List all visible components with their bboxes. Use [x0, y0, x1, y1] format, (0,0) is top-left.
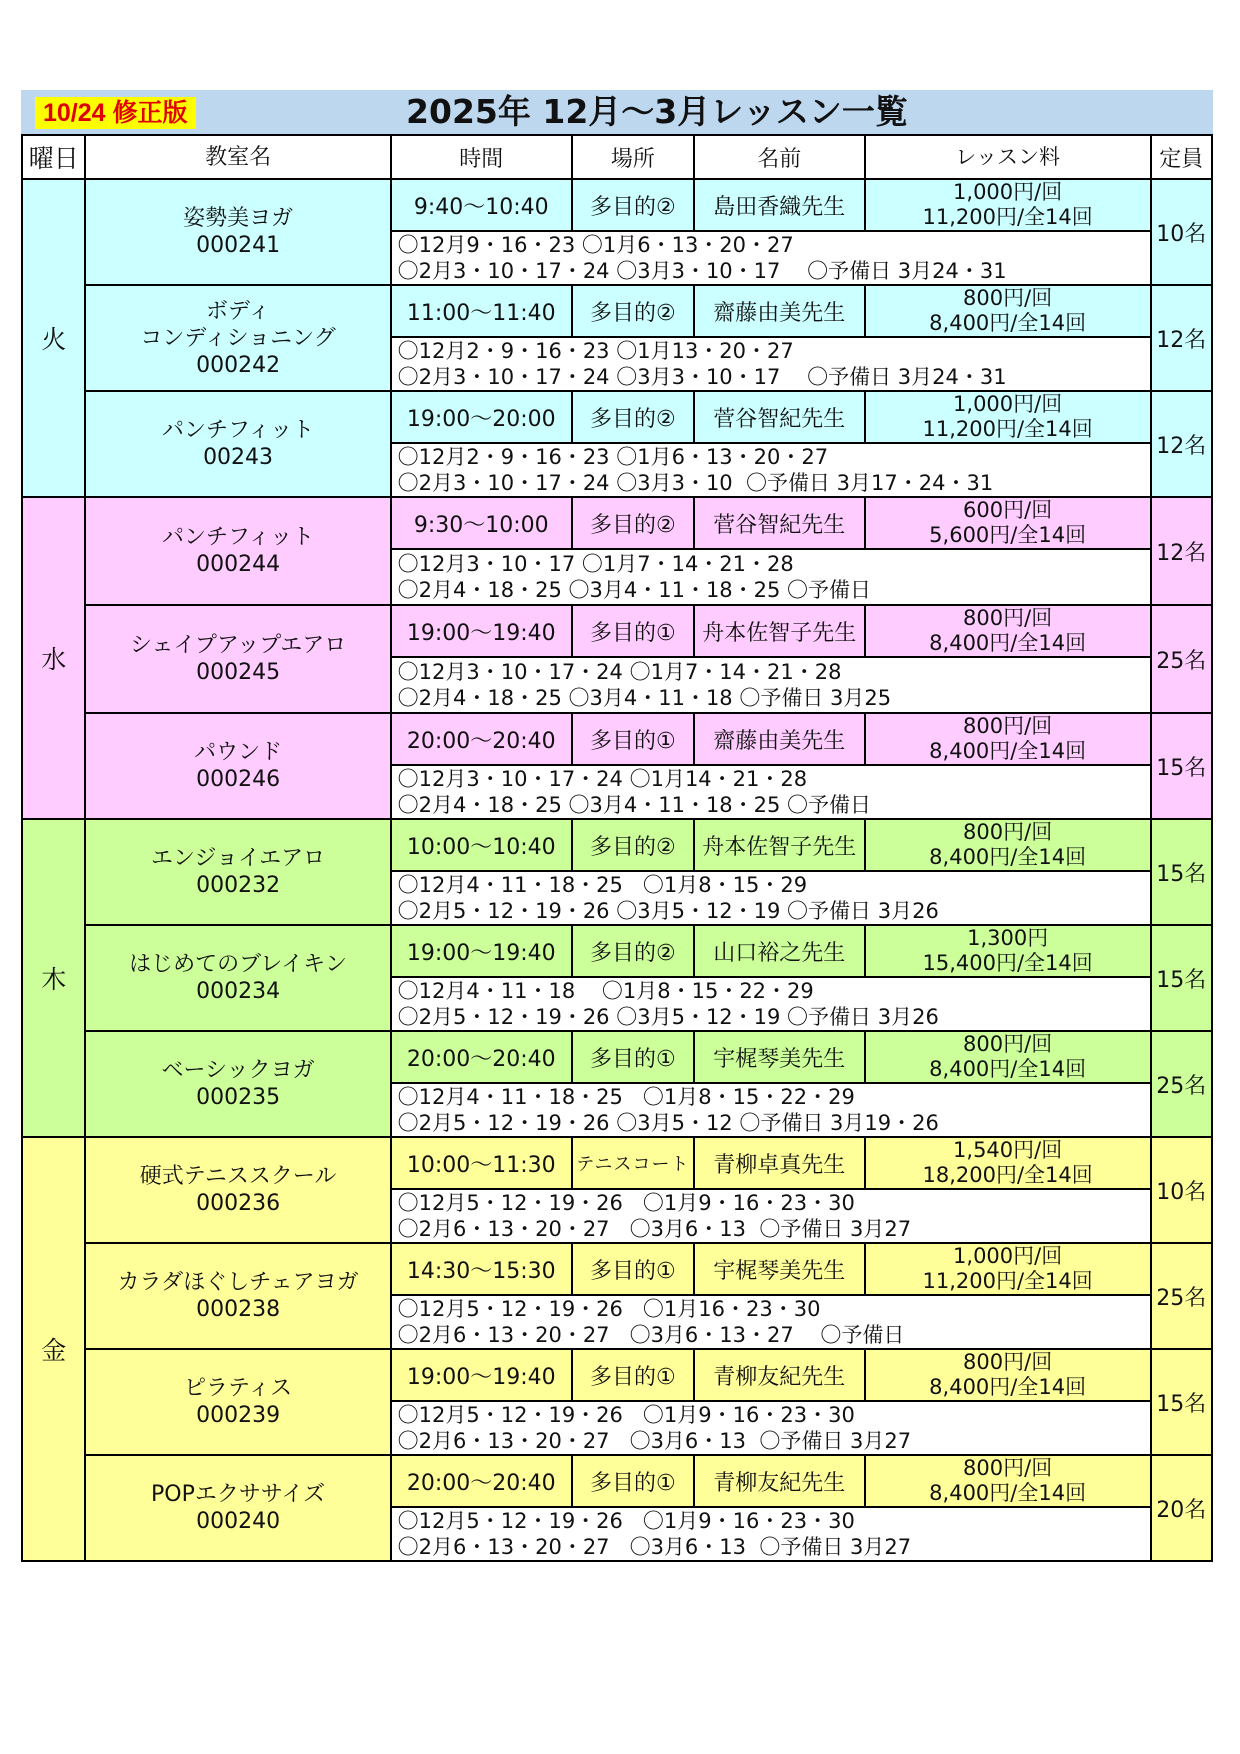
- place-cell: 多目的②: [572, 285, 694, 337]
- dates-line-2: 〇2月4・18・25 〇3月4・11・18・25 〇予備日: [397, 578, 872, 602]
- class-row: [22, 497, 1212, 549]
- header-time: 時間: [391, 135, 572, 179]
- fee-total: 5,600円/全14回: [929, 523, 1087, 547]
- class-name: カラダほぐしチェアヨガ: [117, 1270, 359, 1295]
- fee-total: 8,400円/全14回: [929, 739, 1087, 763]
- dates-line-1: 〇12月4・11・18 〇1月8・15・22・29: [397, 979, 814, 1003]
- fee-per-lesson: 800円/回: [963, 714, 1053, 738]
- fee-cell: [865, 1455, 1151, 1507]
- dates-cell: [391, 765, 1151, 819]
- class-row: [22, 605, 1212, 657]
- dates-line-1: 〇12月2・9・16・23 〇1月13・20・27: [397, 339, 794, 363]
- place-cell: テニスコート: [572, 1137, 694, 1189]
- class-code: 000244: [196, 552, 281, 577]
- fee-cell: [865, 497, 1151, 549]
- fee-cell: [865, 1137, 1151, 1189]
- dates-line-2: 〇2月6・13・20・27 〇3月6・13 〇予備日 3月27: [397, 1535, 912, 1559]
- fee-per-lesson: 600円/回: [963, 498, 1053, 522]
- time-cell: 10:00～10:40: [391, 819, 572, 871]
- fee-total: 8,400円/全14回: [929, 1375, 1087, 1399]
- capacity-cell: 20名: [1151, 1455, 1213, 1561]
- fee-per-lesson: 1,000円/回: [953, 1244, 1063, 1268]
- dates-line-1: 〇12月5・12・19・26 〇1月9・16・23・30: [397, 1191, 855, 1215]
- fee-per-lesson: 1,300円: [967, 926, 1049, 950]
- dates-line-1: 〇12月3・10・17 〇1月7・14・21・28: [397, 552, 794, 576]
- class-name-cell: [85, 285, 390, 391]
- fee-cell: [865, 713, 1151, 765]
- dates-line-1: 〇12月3・10・17・24 〇1月14・21・28: [397, 767, 808, 791]
- place-cell: 多目的②: [572, 391, 694, 443]
- class-name-cell: [85, 1243, 390, 1349]
- class-name-cell: [85, 1349, 390, 1455]
- dates-cell: [391, 1189, 1151, 1243]
- capacity-cell: 25名: [1151, 1243, 1213, 1349]
- teacher-cell: 齋藤由美先生: [694, 713, 865, 765]
- time-cell: 14:30～15:30: [391, 1243, 572, 1295]
- capacity-cell: 12名: [1151, 497, 1213, 605]
- place-cell: 多目的①: [572, 1243, 694, 1295]
- teacher-cell: 島田香織先生: [694, 179, 865, 231]
- class-name-cell: [85, 391, 390, 497]
- dates-line-2: 〇2月6・13・20・27 〇3月6・13・27 〇予備日: [397, 1323, 905, 1347]
- time-cell: 20:00～20:40: [391, 713, 572, 765]
- fee-per-lesson: 1,000円/回: [953, 180, 1063, 204]
- dates-cell: [391, 337, 1151, 391]
- capacity-cell: 12名: [1151, 391, 1213, 497]
- day-cell: 火: [22, 179, 85, 497]
- place-cell: 多目的②: [572, 925, 694, 977]
- teacher-cell: 齋藤由美先生: [694, 285, 865, 337]
- day-cell: 金: [22, 1137, 85, 1561]
- fee-per-lesson: 800円/回: [963, 1350, 1053, 1374]
- lesson-table-body: [22, 179, 1212, 1561]
- fee-cell: [865, 925, 1151, 977]
- lesson-schedule-page: [21, 90, 1213, 1562]
- dates-line-2: 〇2月3・10・17・24 〇3月3・10・17 〇予備日 3月24・31: [397, 259, 1007, 283]
- class-code: 000240: [196, 1509, 281, 1534]
- page-title: 2025年 12月～3月レッスン一覧: [406, 92, 908, 131]
- class-code: 000242: [196, 352, 281, 378]
- class-row: [22, 713, 1212, 765]
- capacity-cell: 15名: [1151, 1349, 1213, 1455]
- dates-cell: [391, 231, 1151, 285]
- class-row: [22, 1031, 1212, 1083]
- fee-total: 8,400円/全14回: [929, 1481, 1087, 1505]
- teacher-cell: 宇梶琴美先生: [694, 1031, 865, 1083]
- header-class: 教室名: [85, 135, 390, 179]
- dates-line-1: 〇12月9・16・23 〇1月6・13・20・27: [397, 233, 794, 257]
- teacher-cell: 青柳友紀先生: [694, 1455, 865, 1507]
- fee-cell: [865, 391, 1151, 443]
- teacher-cell: 宇梶琴美先生: [694, 1243, 865, 1295]
- fee-total: 15,400円/全14回: [922, 951, 1093, 975]
- fee-per-lesson: 800円/回: [963, 1032, 1053, 1056]
- teacher-cell: 菅谷智紀先生: [694, 391, 865, 443]
- class-name-cell: [85, 713, 390, 819]
- class-code: 000238: [196, 1297, 281, 1322]
- class-name: 姿勢美ヨガ: [183, 206, 294, 231]
- fee-per-lesson: 800円/回: [963, 286, 1053, 310]
- class-name: ピラティス: [183, 1376, 293, 1401]
- class-name: POPエクササイズ: [151, 1482, 326, 1507]
- class-row: [22, 819, 1212, 871]
- place-cell: 多目的②: [572, 179, 694, 231]
- place-cell: 多目的②: [572, 497, 694, 549]
- fee-cell: [865, 1349, 1151, 1401]
- fee-cell: [865, 605, 1151, 657]
- class-name: はじめてのブレイキン: [129, 952, 347, 977]
- capacity-cell: 25名: [1151, 1031, 1213, 1137]
- class-row: [22, 285, 1212, 337]
- teacher-cell: 山口裕之先生: [694, 925, 865, 977]
- time-cell: 9:30～10:00: [391, 497, 572, 549]
- class-row: [22, 391, 1212, 443]
- day-cell: 木: [22, 819, 85, 1137]
- dates-line-2: 〇2月5・12・19・26 〇3月5・12・19 〇予備日 3月26: [397, 1005, 939, 1029]
- class-name: ボディ: [205, 298, 271, 324]
- place-cell: 多目的①: [572, 1349, 694, 1401]
- fee-total: 8,400円/全14回: [929, 1057, 1087, 1081]
- class-name-cell: [85, 1455, 390, 1561]
- class-name-cell: [85, 1137, 390, 1243]
- capacity-cell: 15名: [1151, 925, 1213, 1031]
- class-name-cell: [85, 179, 390, 285]
- header-capacity: 定員: [1151, 135, 1213, 179]
- class-code: 000236: [196, 1191, 281, 1216]
- dates-cell: [391, 1507, 1151, 1561]
- fee-total: 11,200円/全14回: [922, 1269, 1093, 1293]
- class-name-line2: コンディショニング: [140, 325, 336, 351]
- class-name-cell: [85, 605, 390, 713]
- class-row: [22, 925, 1212, 977]
- dates-line-2: 〇2月6・13・20・27 〇3月6・13 〇予備日 3月27: [397, 1217, 912, 1241]
- class-code: 000245: [196, 660, 281, 685]
- header-fee: レッスン料: [865, 135, 1151, 179]
- dates-cell: [391, 549, 1151, 605]
- class-name-cell: [85, 1031, 390, 1137]
- dates-line-2: 〇2月4・18・25 〇3月4・11・18・25 〇予備日: [397, 793, 872, 817]
- time-cell: 19:00～19:40: [391, 605, 572, 657]
- day-cell: 水: [22, 497, 85, 819]
- capacity-cell: 10名: [1151, 179, 1213, 285]
- class-name: パンチフィット: [161, 418, 315, 443]
- teacher-cell: 菅谷智紀先生: [694, 497, 865, 549]
- class-row: [22, 1243, 1212, 1295]
- dates-cell: [391, 977, 1151, 1031]
- fee-total: 11,200円/全14回: [922, 205, 1093, 229]
- class-row: [22, 1137, 1212, 1189]
- time-cell: 20:00～20:40: [391, 1455, 572, 1507]
- dates-cell: [391, 657, 1151, 713]
- time-cell: 19:00～20:00: [391, 391, 572, 443]
- class-name: ベーシックヨガ: [161, 1058, 315, 1083]
- dates-cell: [391, 1295, 1151, 1349]
- dates-cell: [391, 871, 1151, 925]
- place-cell: 多目的①: [572, 1031, 694, 1083]
- teacher-cell: 青柳卓真先生: [694, 1137, 865, 1189]
- class-row: [22, 1349, 1212, 1401]
- class-name: パウンド: [194, 740, 283, 765]
- teacher-cell: 舟本佐智子先生: [694, 819, 865, 871]
- fee-total: 8,400円/全14回: [929, 845, 1087, 869]
- dates-line-1: 〇12月5・12・19・26 〇1月9・16・23・30: [397, 1509, 855, 1533]
- dates-line-2: 〇2月4・18・25 〇3月4・11・18 〇予備日 3月25: [397, 686, 892, 710]
- capacity-cell: 12名: [1151, 285, 1213, 391]
- fee-cell: [865, 1243, 1151, 1295]
- place-cell: 多目的①: [572, 605, 694, 657]
- class-code: 000234: [196, 979, 281, 1004]
- time-cell: 19:00～19:40: [391, 1349, 572, 1401]
- dates-line-1: 〇12月2・9・16・23 〇1月6・13・20・27: [397, 445, 829, 469]
- class-name: パンチフィット: [161, 525, 315, 550]
- class-name-cell: [85, 925, 390, 1031]
- header-row: [22, 135, 1212, 179]
- time-cell: 9:40～10:40: [391, 179, 572, 231]
- capacity-cell: 10名: [1151, 1137, 1213, 1243]
- time-cell: 19:00～19:40: [391, 925, 572, 977]
- dates-line-1: 〇12月4・11・18・25 〇1月8・15・29: [397, 873, 808, 897]
- place-cell: 多目的②: [572, 819, 694, 871]
- dates-cell: [391, 1083, 1151, 1137]
- class-name: 硬式テニススクール: [139, 1164, 337, 1189]
- fee-per-lesson: 800円/回: [963, 1456, 1053, 1480]
- place-cell: 多目的①: [572, 713, 694, 765]
- dates-line-1: 〇12月5・12・19・26 〇1月16・23・30: [397, 1297, 821, 1321]
- place-cell: 多目的①: [572, 1455, 694, 1507]
- class-code: 000246: [196, 767, 281, 792]
- capacity-cell: 15名: [1151, 819, 1213, 925]
- dates-line-2: 〇2月6・13・20・27 〇3月6・13 〇予備日 3月27: [397, 1429, 912, 1453]
- time-cell: 20:00～20:40: [391, 1031, 572, 1083]
- class-row: [22, 179, 1212, 231]
- capacity-cell: 25名: [1151, 605, 1213, 713]
- fee-per-lesson: 800円/回: [963, 820, 1053, 844]
- fee-per-lesson: 1,540円/回: [953, 1138, 1063, 1162]
- class-code: 000235: [196, 1085, 281, 1110]
- dates-line-1: 〇12月5・12・19・26 〇1月9・16・23・30: [397, 1403, 855, 1427]
- class-code: 000232: [196, 873, 281, 898]
- dates-line-1: 〇12月3・10・17・24 〇1月7・14・21・28: [397, 660, 842, 684]
- fee-per-lesson: 800円/回: [963, 606, 1053, 630]
- header-place: 場所: [572, 135, 694, 179]
- fee-cell: [865, 1031, 1151, 1083]
- header-day: 曜日: [22, 135, 85, 179]
- class-name: シェイプアップエアロ: [129, 633, 347, 658]
- header-teacher: 名前: [694, 135, 865, 179]
- teacher-cell: 舟本佐智子先生: [694, 605, 865, 657]
- lesson-table: [21, 134, 1213, 1562]
- title-bar: [21, 90, 1213, 134]
- class-name: エンジョイエアロ: [151, 846, 326, 871]
- dates-line-1: 〇12月4・11・18・25 〇1月8・15・22・29: [397, 1085, 855, 1109]
- teacher-cell: 青柳友紀先生: [694, 1349, 865, 1401]
- class-row: [22, 1455, 1212, 1507]
- class-name-cell: [85, 497, 390, 605]
- dates-line-2: 〇2月3・10・17・24 〇3月3・10・17 〇予備日 3月24・31: [397, 365, 1007, 389]
- fee-total: 11,200円/全14回: [922, 417, 1093, 441]
- dates-cell: [391, 1401, 1151, 1455]
- capacity-cell: 15名: [1151, 713, 1213, 819]
- time-cell: 10:00～11:30: [391, 1137, 572, 1189]
- fee-total: 8,400円/全14回: [929, 311, 1087, 335]
- fee-total: 18,200円/全14回: [922, 1163, 1093, 1187]
- dates-line-2: 〇2月5・12・19・26 〇3月5・12 〇予備日 3月19・26: [397, 1111, 939, 1135]
- dates-line-2: 〇2月5・12・19・26 〇3月5・12・19 〇予備日 3月26: [397, 899, 939, 923]
- class-name-cell: [85, 819, 390, 925]
- class-code: 000239: [196, 1403, 281, 1428]
- fee-cell: [865, 285, 1151, 337]
- revision-badge: 10/24 修正版: [35, 97, 196, 129]
- class-code: 00243: [203, 445, 274, 470]
- fee-cell: [865, 819, 1151, 871]
- dates-line-2: 〇2月3・10・17・24 〇3月3・10 〇予備日 3月17・24・31: [397, 471, 994, 495]
- dates-cell: [391, 443, 1151, 497]
- fee-total: 8,400円/全14回: [929, 631, 1087, 655]
- fee-cell: [865, 179, 1151, 231]
- class-code: 000241: [196, 233, 281, 258]
- fee-per-lesson: 1,000円/回: [953, 392, 1063, 416]
- time-cell: 11:00～11:40: [391, 285, 572, 337]
